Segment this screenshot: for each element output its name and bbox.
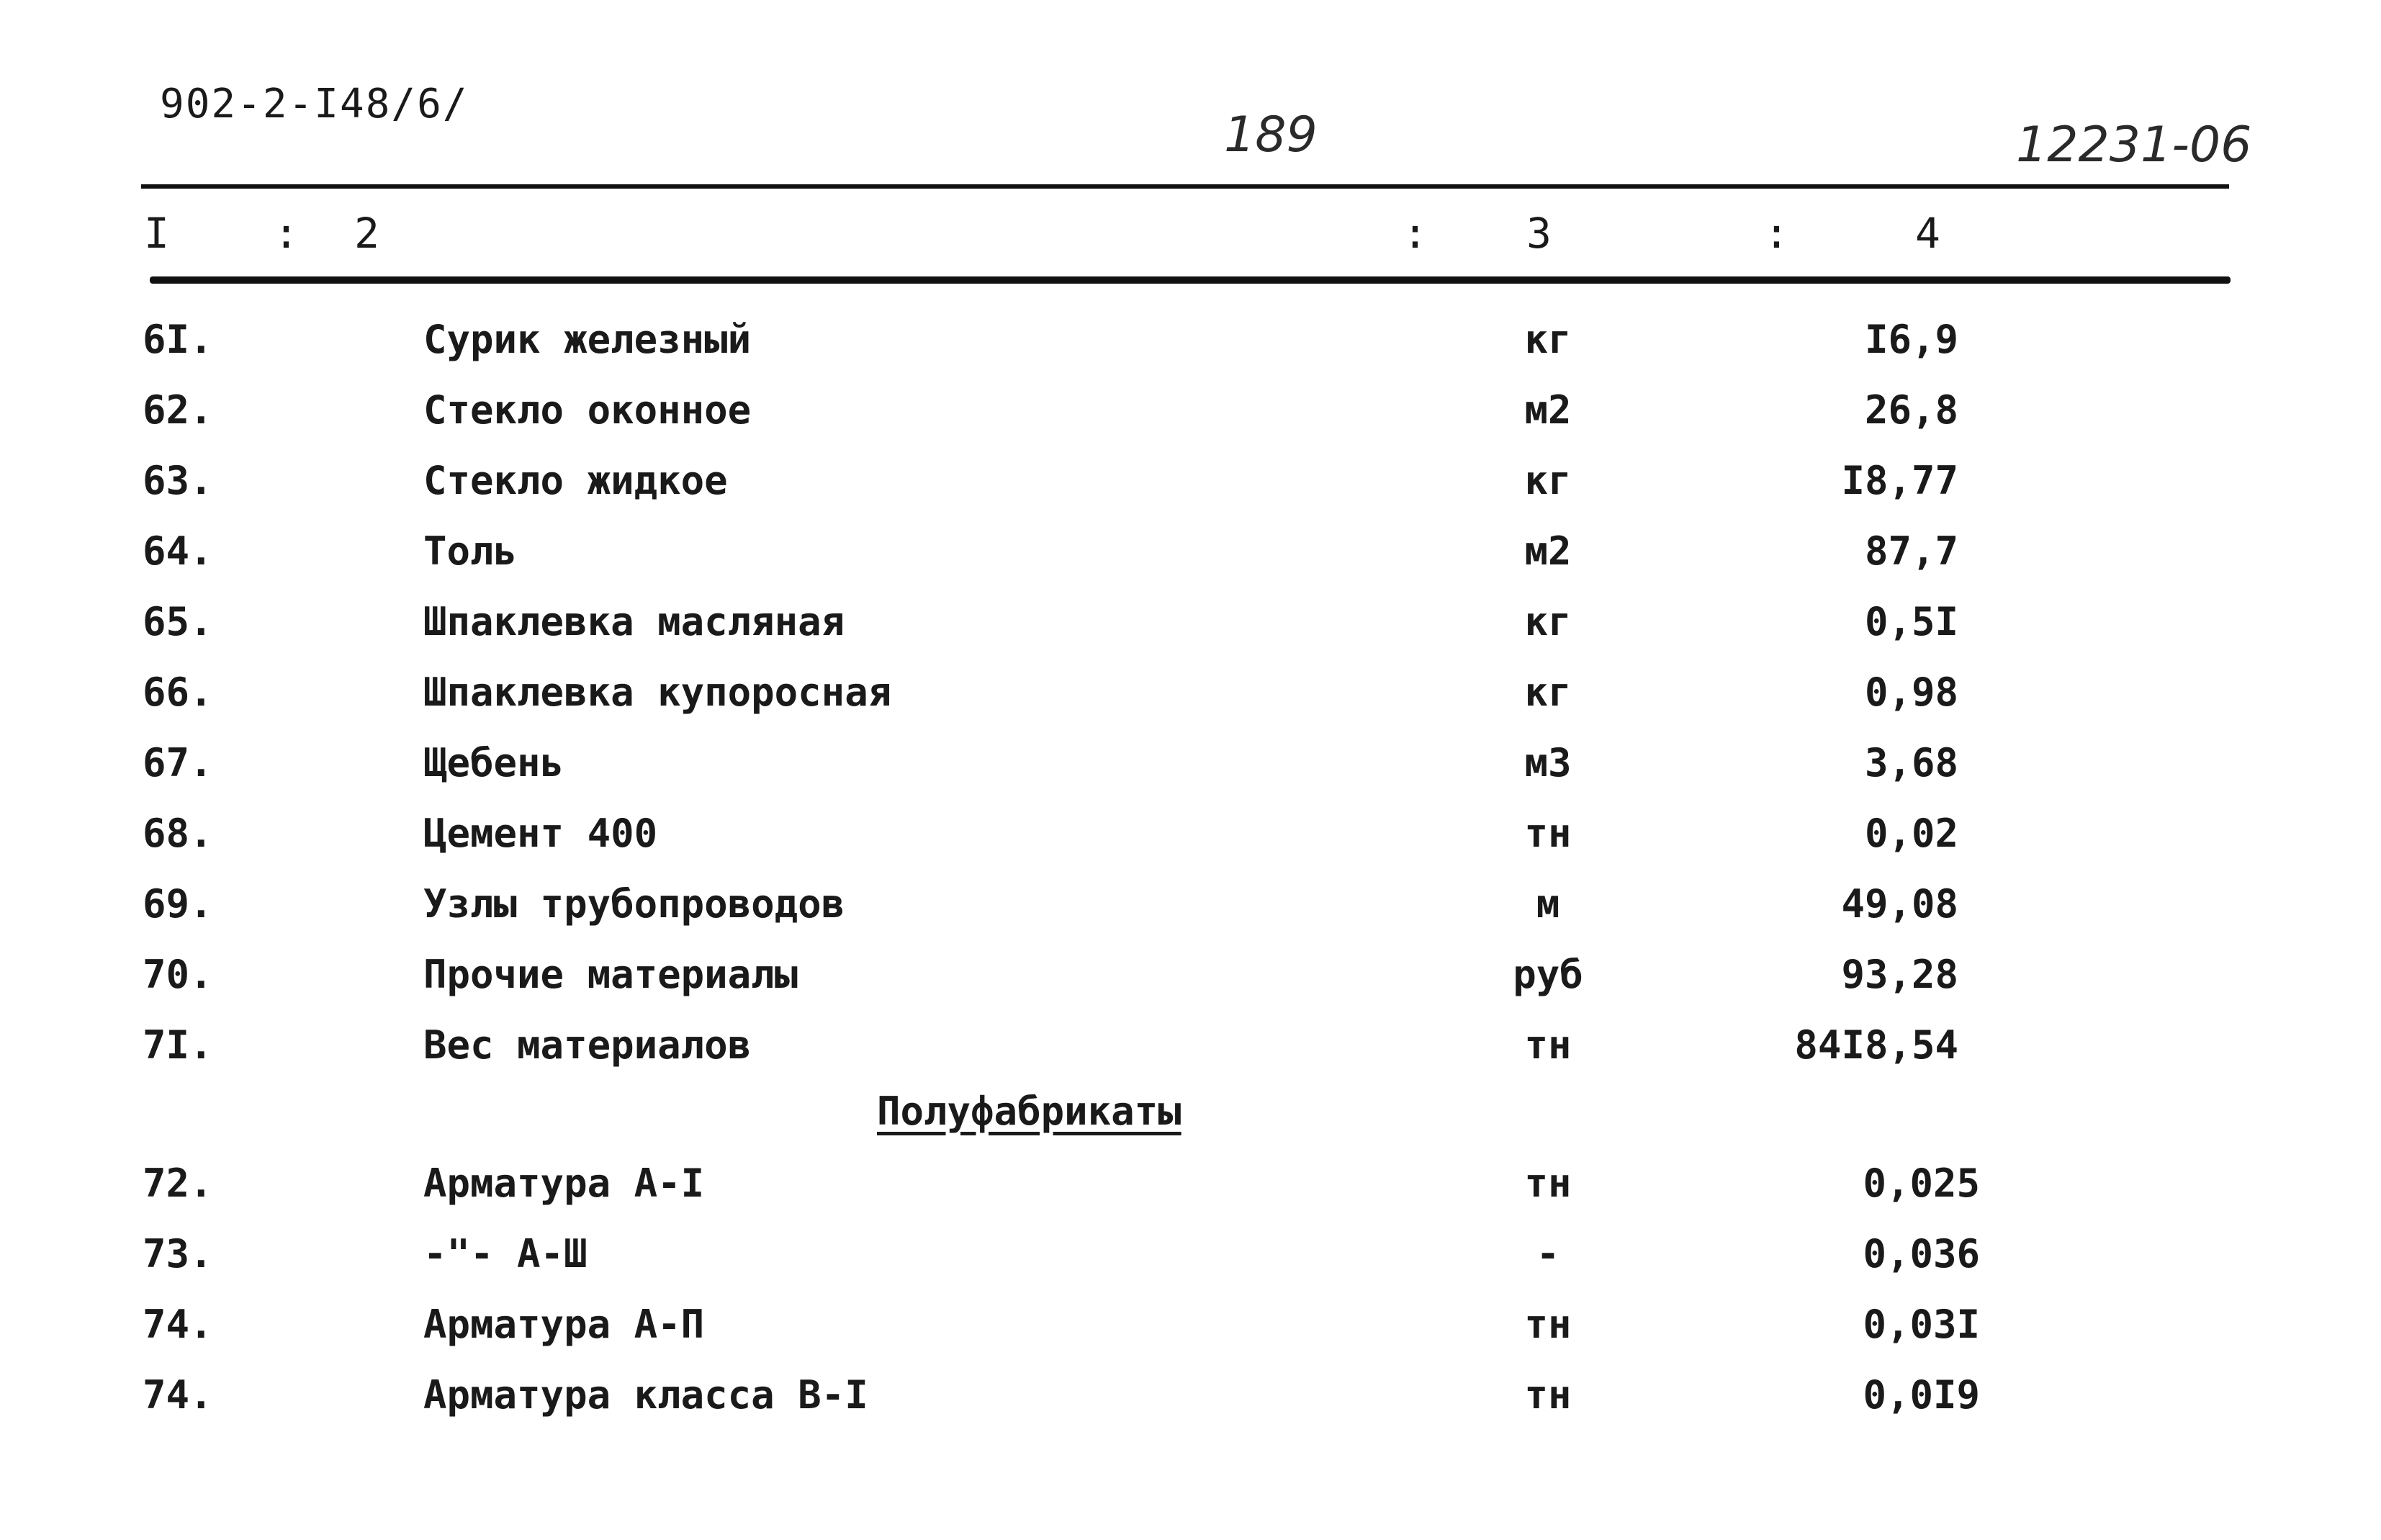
- page-number: 189: [1224, 107, 1318, 163]
- header-col-1: I: [144, 209, 169, 258]
- row-unit: м2: [1524, 387, 1572, 433]
- header-col-4: 4: [1915, 209, 1940, 258]
- table-row: [0, 317, 2232, 382]
- row-name: -"- А-Ш: [423, 1231, 588, 1276]
- table-row: [0, 528, 2232, 593]
- document-code: 902-2-I48/6/: [160, 81, 469, 127]
- table-row: [0, 1022, 2232, 1087]
- row-name: Стекло жидкое: [423, 458, 728, 503]
- row-name: Стекло оконное: [423, 387, 752, 433]
- row-number: 69.: [143, 881, 213, 927]
- row-value: 3,68: [1864, 740, 1958, 785]
- row-number: 74.: [143, 1372, 213, 1418]
- row-number: 7I.: [143, 1022, 213, 1068]
- row-value: 0,025: [1863, 1161, 1980, 1206]
- row-value: I6,9: [1864, 317, 1958, 362]
- table-row: [0, 811, 2232, 875]
- header-separator: :: [274, 209, 299, 258]
- row-number: 64.: [143, 528, 213, 574]
- row-unit: тн: [1524, 1022, 1572, 1068]
- section-title: Полуфабрикаты: [877, 1089, 1182, 1134]
- header-col-2: 2: [354, 209, 379, 258]
- table-row: [0, 740, 2232, 805]
- row-number: 63.: [143, 458, 213, 503]
- row-number: 70.: [143, 952, 213, 997]
- row-unit: тн: [1524, 811, 1572, 856]
- row-name: Толь: [423, 528, 518, 574]
- row-unit: руб: [1513, 952, 1583, 997]
- row-number: 73.: [143, 1231, 213, 1276]
- header-separator: :: [1764, 209, 1789, 258]
- row-value: 0,02: [1864, 811, 1958, 856]
- row-unit: кг: [1524, 670, 1572, 715]
- row-value: 26,8: [1864, 387, 1958, 433]
- header-separator: :: [1403, 209, 1428, 258]
- row-unit: кг: [1524, 317, 1572, 362]
- row-unit: тн: [1524, 1161, 1572, 1206]
- row-name: Узлы трубопроводов: [423, 881, 845, 927]
- row-number: 66.: [143, 670, 213, 715]
- row-unit: тн: [1524, 1302, 1572, 1347]
- row-unit: м: [1536, 881, 1560, 927]
- row-value: 0,0I9: [1863, 1372, 1980, 1418]
- table-row: [0, 1231, 2232, 1296]
- table-header: [0, 209, 2232, 266]
- row-value: 87,7: [1864, 528, 1958, 574]
- row-name: Щебень: [423, 740, 564, 785]
- row-number: 68.: [143, 811, 213, 856]
- row-unit: м2: [1524, 528, 1572, 574]
- row-unit: -: [1536, 1231, 1560, 1276]
- top-rule: [141, 184, 2229, 189]
- row-number: 72.: [143, 1161, 213, 1206]
- row-name: Арматура класса В-I: [423, 1372, 868, 1418]
- row-name: Цемент 400: [423, 811, 658, 856]
- row-value: 49,08: [1841, 881, 1958, 927]
- row-number: 65.: [143, 599, 213, 644]
- row-value: 93,28: [1841, 952, 1958, 997]
- row-value: 84I8,54: [1794, 1022, 1958, 1068]
- row-name: Арматура А-I: [423, 1161, 705, 1206]
- row-number: 74.: [143, 1302, 213, 1347]
- table-row: [0, 1372, 2232, 1437]
- row-number: 62.: [143, 387, 213, 433]
- row-name: Арматура А-П: [423, 1302, 705, 1347]
- table-row: [0, 1161, 2232, 1225]
- row-unit: кг: [1524, 458, 1572, 503]
- header-rule: [150, 276, 2231, 284]
- row-name: Шпаклевка масляная: [423, 599, 845, 644]
- row-unit: м3: [1524, 740, 1572, 785]
- row-value: 0,5I: [1864, 599, 1958, 644]
- table-row: [0, 952, 2232, 1017]
- row-unit: кг: [1524, 599, 1572, 644]
- table-row: [0, 599, 2232, 664]
- row-value: 0,03I: [1863, 1302, 1980, 1347]
- row-number: 6I.: [143, 317, 213, 362]
- table-row: [0, 1302, 2232, 1366]
- row-unit: тн: [1524, 1372, 1572, 1418]
- row-name: Вес материалов: [423, 1022, 752, 1068]
- sheet-code: 12231-06: [2016, 117, 2252, 174]
- table-row: [0, 881, 2232, 946]
- row-number: 67.: [143, 740, 213, 785]
- row-name: Шпаклевка купоросная: [423, 670, 892, 715]
- table-row: [0, 670, 2232, 734]
- row-value: I8,77: [1841, 458, 1958, 503]
- row-name: Сурик железный: [423, 317, 752, 362]
- row-name: Прочие материалы: [423, 952, 798, 997]
- row-value: 0,98: [1864, 670, 1958, 715]
- table-row: [0, 387, 2232, 452]
- header-col-3: 3: [1526, 209, 1552, 258]
- row-value: 0,036: [1863, 1231, 1980, 1276]
- table-row: [0, 458, 2232, 523]
